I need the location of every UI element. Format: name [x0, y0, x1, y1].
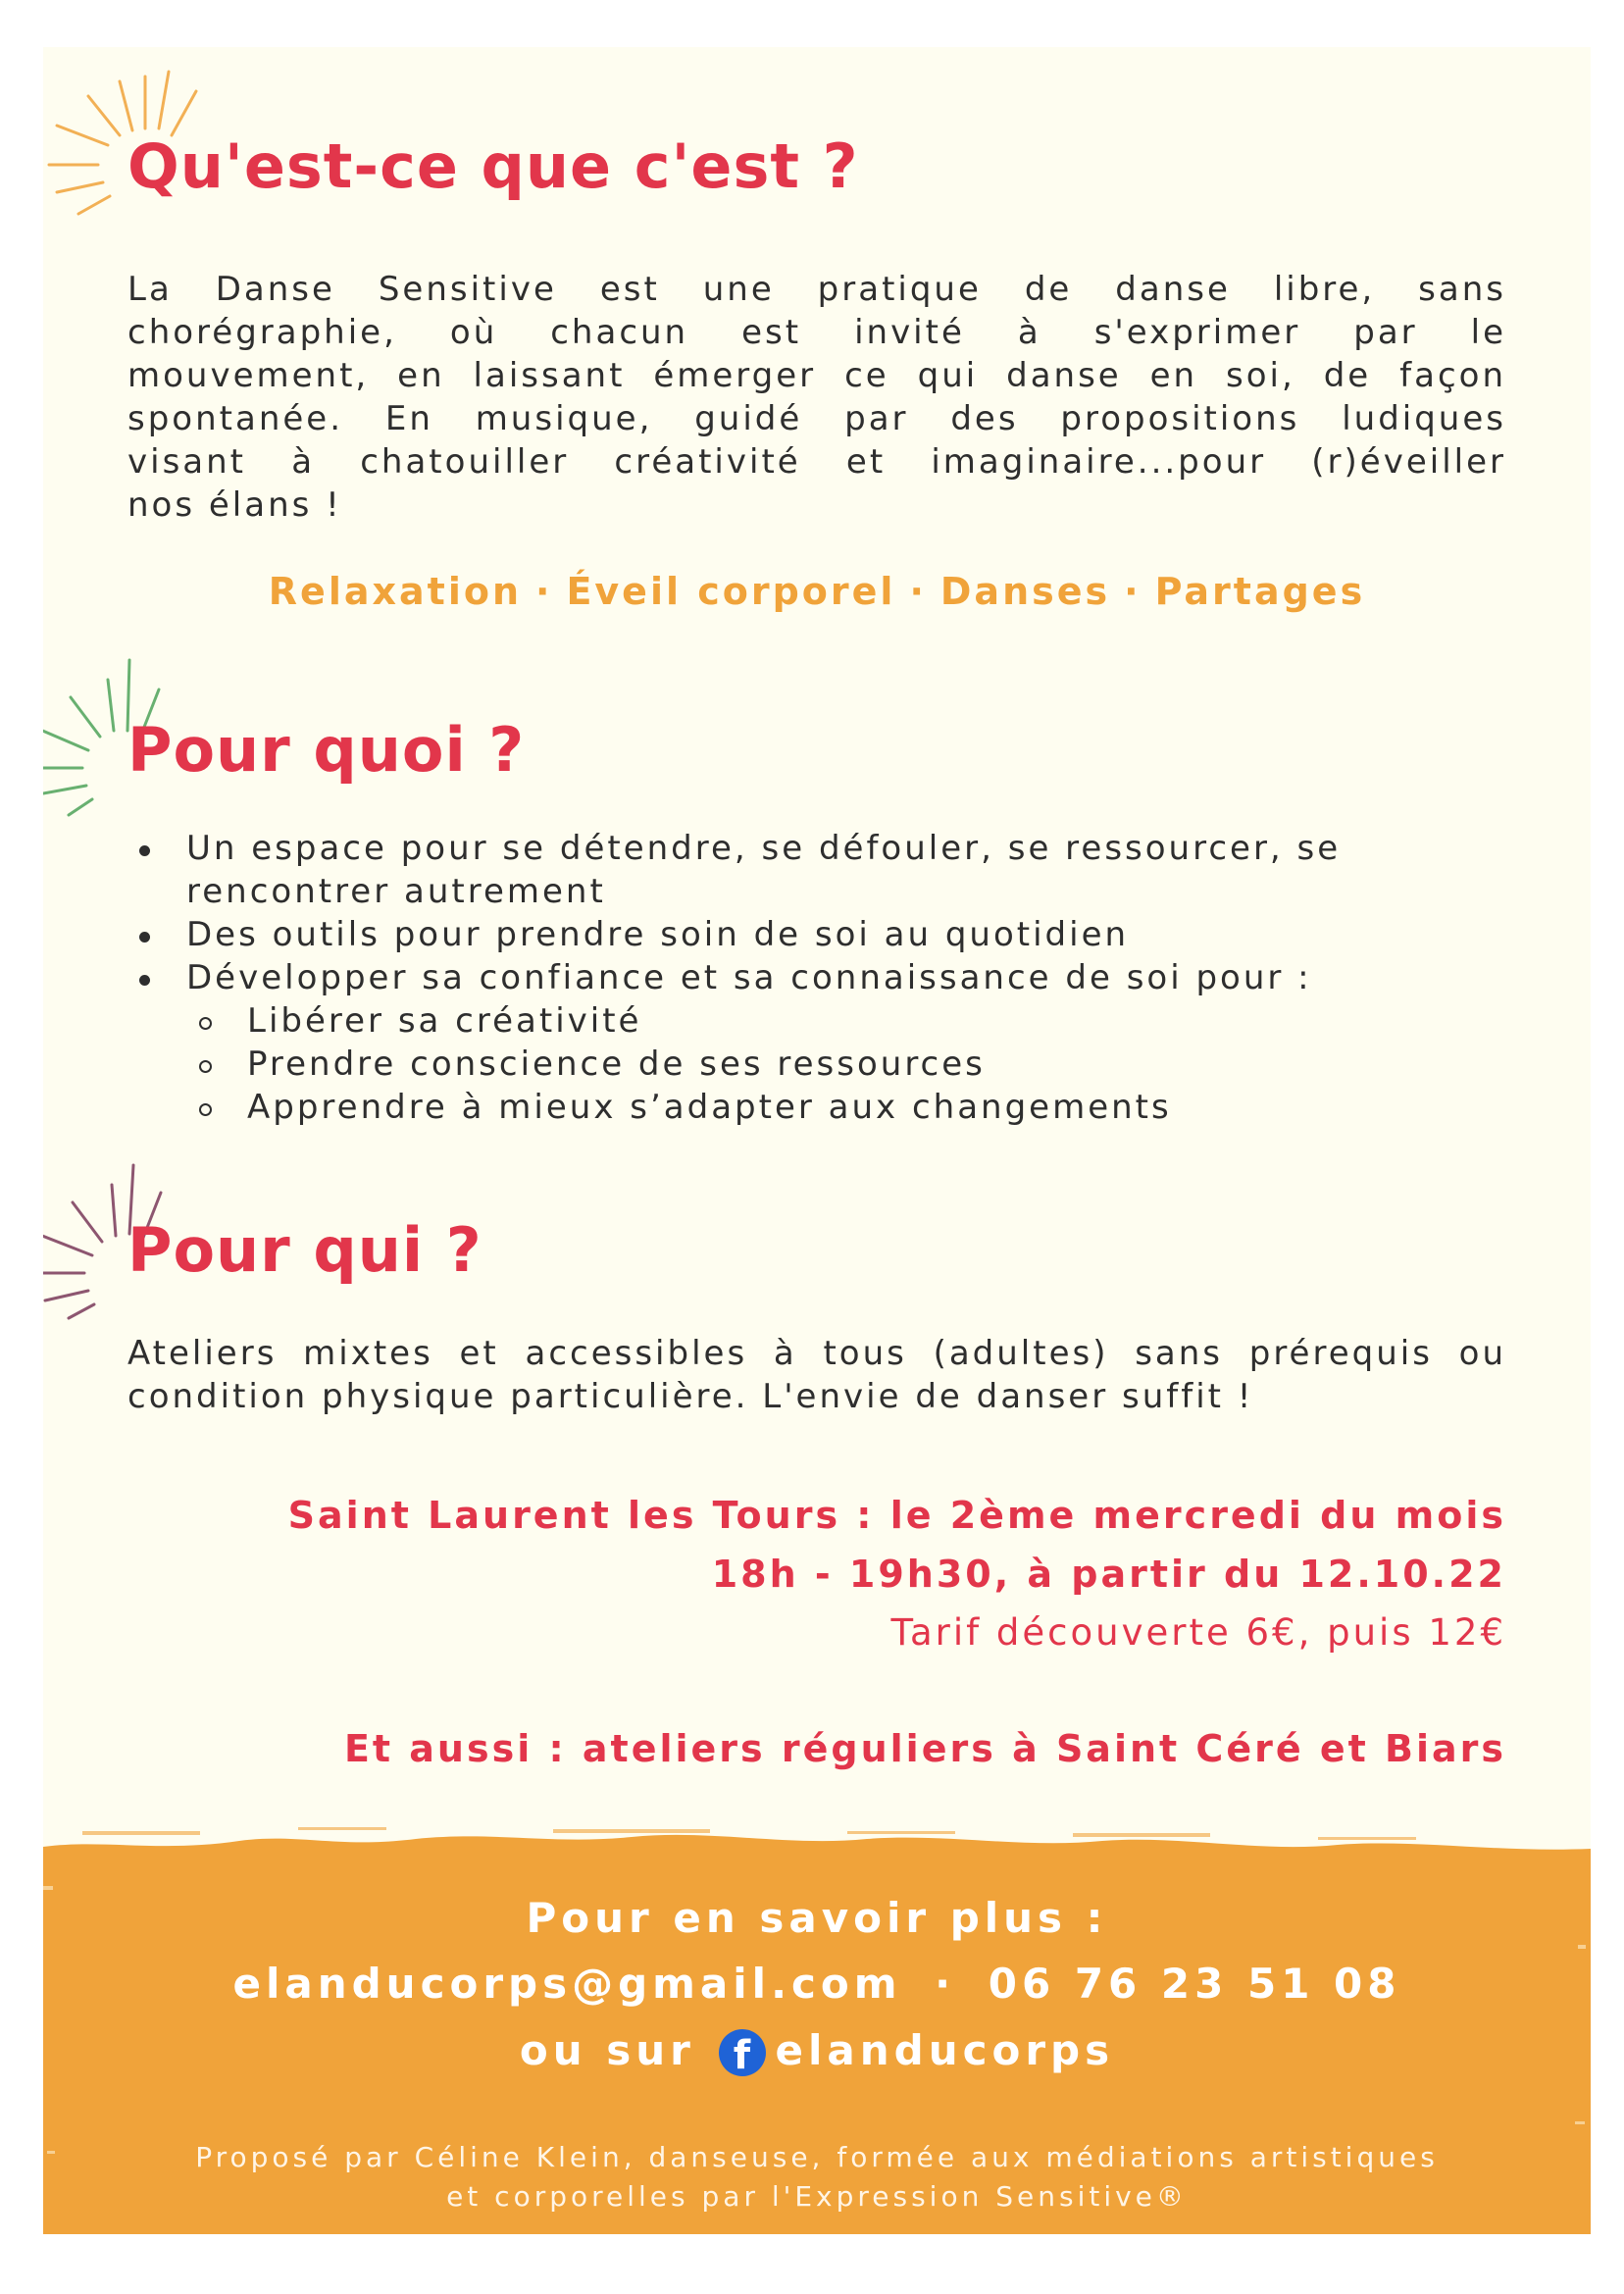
schedule-price: Tarif découverte 6€, puis 12€	[890, 1611, 1506, 1654]
benefits-list	[127, 827, 1506, 1129]
footer-more-info: Pour en savoir plus :	[526, 1894, 1108, 1942]
phone-number[interactable]: 06 76 23 51 08	[988, 1960, 1401, 2008]
tagline-separator: ·	[535, 570, 553, 613]
tagline-item-relaxation: Relaxation	[268, 570, 523, 613]
credit-line-1: Proposé par Céline Klein, danseuse, formée aux médiations artistiques	[195, 2141, 1439, 2173]
tagline-separator: ·	[909, 570, 927, 613]
schedule-time: 18h - 19h30, à partir du 12.10.22	[711, 1553, 1506, 1596]
audience-paragraph	[127, 1332, 1506, 1418]
flyer-page	[43, 47, 1591, 2234]
sub-list	[186, 999, 1506, 1129]
paragraph-line: Ateliers mixtes et accessibles à tous (adultes) sans prérequis ou	[127, 1334, 1506, 1373]
sub-list-item: Libérer sa créativité	[186, 999, 1506, 1043]
footer-contact-line	[43, 1960, 1591, 2008]
footer-social-line	[43, 2026, 1591, 2076]
paragraph-line: nos élans !	[127, 485, 342, 525]
email-link[interactable]: elanducorps@gmail.com	[232, 1960, 902, 2008]
paragraph-line: La Danse Sensitive est une pratique de danse libre, sans	[127, 270, 1506, 309]
tagline	[43, 570, 1591, 613]
facebook-handle-link[interactable]: elanducorps	[775, 2026, 1115, 2074]
section-heading-what: Qu'est-ce que c'est ?	[127, 130, 859, 202]
credit-line-2: et corporelles par l'Expression Sensitive®	[446, 2180, 1188, 2213]
contact-separator: ·	[935, 1960, 956, 2008]
section-heading-who: Pour qui ?	[127, 1214, 482, 1286]
facebook-icon[interactable]: f	[719, 2029, 766, 2076]
list-item: Un espace pour se détendre, se défouler, se ressourcer, se rencontrer autrement	[127, 827, 1506, 913]
sub-list-item: Apprendre à mieux s’adapter aux changements	[186, 1086, 1506, 1129]
paragraph-line: condition physique particulière. L'envie de danser suffit !	[127, 1377, 1254, 1416]
tagline-item-danses: Danses	[939, 570, 1111, 613]
schedule-location: Saint Laurent les Tours : le 2ème mercredi du mois	[287, 1494, 1506, 1537]
sub-list-item: Prendre conscience de ses ressources	[186, 1043, 1506, 1086]
intro-paragraph	[127, 268, 1506, 527]
paragraph-line: chorégraphie, où chacun est invité à s'exprimer par le	[127, 313, 1506, 352]
or-on-label: ou sur	[519, 2026, 695, 2074]
list-item: Des outils pour prendre soin de soi au quotidien	[127, 913, 1506, 956]
paragraph-line: spontanée. En musique, guidé par des propositions ludiques	[127, 399, 1506, 438]
paragraph-line: visant à chatouiller créativité et imaginaire...pour (r)éveiller	[127, 442, 1506, 482]
tagline-separator: ·	[1124, 570, 1142, 613]
section-heading-why: Pour quoi ?	[127, 714, 526, 786]
paragraph-line: mouvement, en laissant émerger ce qui danse en soi, de façon	[127, 356, 1506, 395]
list-item: Développer sa confiance et sa connaissance de soi pour : Libérer sa créativité Prendre conscience de ses ressources Apprendre à mieux s’adapter aux changements	[127, 956, 1506, 1129]
tagline-item-partages: Partages	[1154, 570, 1366, 613]
tagline-item-eveil: Éveil corporel	[566, 570, 896, 613]
other-workshops: Et aussi : ateliers réguliers à Saint Céré et Biars	[343, 1727, 1506, 1770]
